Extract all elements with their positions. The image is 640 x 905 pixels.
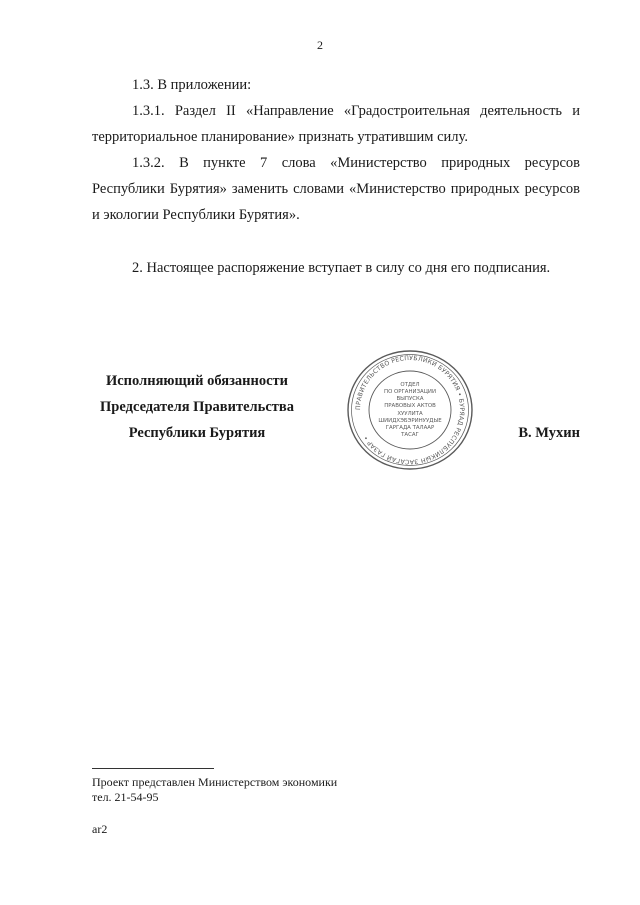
signer-title-line-2: Председателя Правительства	[100, 399, 294, 415]
signer-title-line-1: Исполняющий обязанности	[105, 373, 289, 389]
signer-title-block	[92, 368, 302, 446]
document-code: ar2	[92, 822, 108, 836]
footnote-divider	[92, 768, 214, 769]
paragraph-1-3-1: 1.3.1. Раздел II «Направление «Градостроительная деятельность и территориальное планирование» признать утратившим силу.	[92, 103, 580, 145]
footnote	[92, 775, 337, 805]
svg-text:ПРАВОВЫХ АКТОВ: ПРАВОВЫХ АКТОВ	[384, 403, 436, 409]
page-number: 2	[317, 38, 323, 52]
svg-text:ВЫПУСКА: ВЫПУСКА	[396, 396, 424, 402]
svg-text:ШИИДХЭБЭРИНУУДЫЕ: ШИИДХЭБЭРИНУУДЫЕ	[378, 418, 442, 424]
svg-text:ПРАВИТЕЛЬСТВО РЕСПУБЛИКИ БУРЯТ	[355, 355, 465, 465]
svg-text:ОТДЕЛ: ОТДЕЛ	[400, 382, 420, 388]
signatory-name: В. Мухин	[518, 425, 580, 441]
paragraph-1-3: 1.3. В приложении:	[132, 77, 252, 93]
seal-ring-text: ПРАВИТЕЛЬСТВО РЕСПУБЛИКИ БУРЯТИЯ • БУРЯАД РЕСПУБЛИКЫН ЗАСАГАЙ ГАЗАР •	[354, 354, 466, 466]
svg-text:ХУУЛИТА: ХУУЛИТА	[397, 411, 423, 417]
svg-text:ГАРГАДА ТАЛААР: ГАРГАДА ТАЛААР	[385, 425, 435, 431]
footnote-line-2: тел. 21-54-95	[92, 790, 159, 804]
paragraph-2: 2. Настоящее распоряжение вступает в силу со дня его подписания.	[132, 260, 551, 276]
svg-text:ПО ОРГАНИЗАЦИИ: ПО ОРГАНИЗАЦИИ	[384, 389, 436, 395]
footnote-line-1: Проект представлен Министерством экономики	[92, 775, 338, 789]
signer-title-line-3: Республики Бурятия	[128, 425, 266, 441]
paragraph-1-3-2: 1.3.2. В пункте 7 слова «Министерство природных ресурсов Республики Бурятия» заменить словами «Министерство природных ресурсов и экологии Республики Бурятия».	[92, 155, 580, 223]
svg-text:ТАСАГ: ТАСАГ	[401, 432, 419, 438]
official-seal-stamp	[345, 348, 475, 472]
